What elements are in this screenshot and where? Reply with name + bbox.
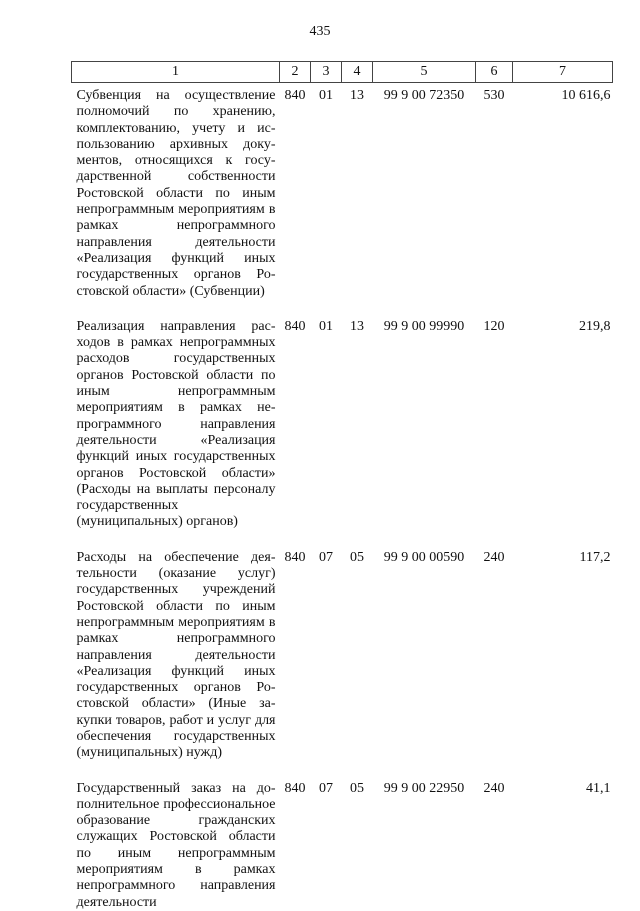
table-row	[72, 314, 613, 545]
expense-type-code: 240	[483, 780, 505, 796]
expense-type-code: 120	[483, 318, 505, 334]
table-row	[72, 83, 613, 314]
amount: 117,2	[579, 549, 611, 565]
table-row	[72, 776, 613, 911]
target-article-code: 99 9 00 22950	[383, 780, 465, 796]
column-header: 1	[72, 62, 280, 83]
amount: 219,8	[579, 318, 611, 334]
section-code: 01	[319, 318, 333, 334]
target-article-code: 99 9 00 99990	[383, 318, 465, 334]
column-header: 2	[280, 62, 311, 83]
section-code: 07	[319, 780, 333, 796]
subsection-code: 13	[350, 88, 364, 103]
ministry-code: 840	[284, 549, 306, 565]
section-code: 07	[319, 549, 333, 565]
target-article-code: 99 9 00 00590	[383, 549, 465, 565]
subsection-code: 05	[350, 780, 364, 796]
column-header: 4	[342, 62, 373, 83]
subsection-code: 05	[350, 549, 364, 565]
expense-type-code: 240	[483, 549, 505, 565]
expense-description: Расходы на обеспечение деятельности (оказание услуг) государственных учреждений Ростовской области по иным непрограммным мероприятиям в рамках непрограммного направления деятельности «Реализация функций иных государственных органов Ростовской области» (Иные закупки товаров, работ и услуг для обеспечения государственных (муниципальных) нужд)	[76, 549, 276, 761]
subsection-code: 13	[350, 318, 364, 334]
table-header-row	[72, 62, 613, 83]
table-row	[72, 545, 613, 776]
ministry-code: 840	[284, 88, 306, 103]
budget-table	[71, 61, 613, 911]
ministry-code: 840	[284, 318, 306, 334]
column-header: 3	[311, 62, 342, 83]
column-header: 6	[476, 62, 513, 83]
expense-type-code: 530	[483, 88, 505, 103]
ministry-code: 840	[284, 780, 306, 796]
expense-description: Государственный заказ на дополнительное профессиональное образование гражданских служащих Ростовской области по иным непрограммным мероприятиям в рамках непрограммного направления деятельности	[76, 780, 276, 910]
column-header: 7	[513, 62, 613, 83]
section-code: 01	[319, 88, 333, 103]
page-number: 435	[309, 24, 331, 39]
column-header: 5	[373, 62, 476, 83]
amount: 10 616,6	[561, 88, 611, 103]
expense-description: Реализация направления расходов в рамках непрограммных расходов государственных органов Ростовской области по иным непрограммным мероприятиям в рамках непрограммного направления деятельности «Реализация функций иных государственных органов Ростовской области» (Расходы на выплаты персоналу государственных (муниципальных) органов)	[76, 318, 276, 530]
target-article-code: 99 9 00 72350	[383, 88, 465, 103]
expense-description: Субвенция на осуществление полномочий по хранению, комплектованию, учету и использованию архивных документов, относящихся к государственной собственности Ростовской области по иным непрограммным мероприятиям в рамках непрограммного направления деятельности «Реализация функций иных государственных органов Ростовской области» (Субвенции)	[76, 88, 276, 299]
amount: 41,1	[586, 780, 611, 796]
